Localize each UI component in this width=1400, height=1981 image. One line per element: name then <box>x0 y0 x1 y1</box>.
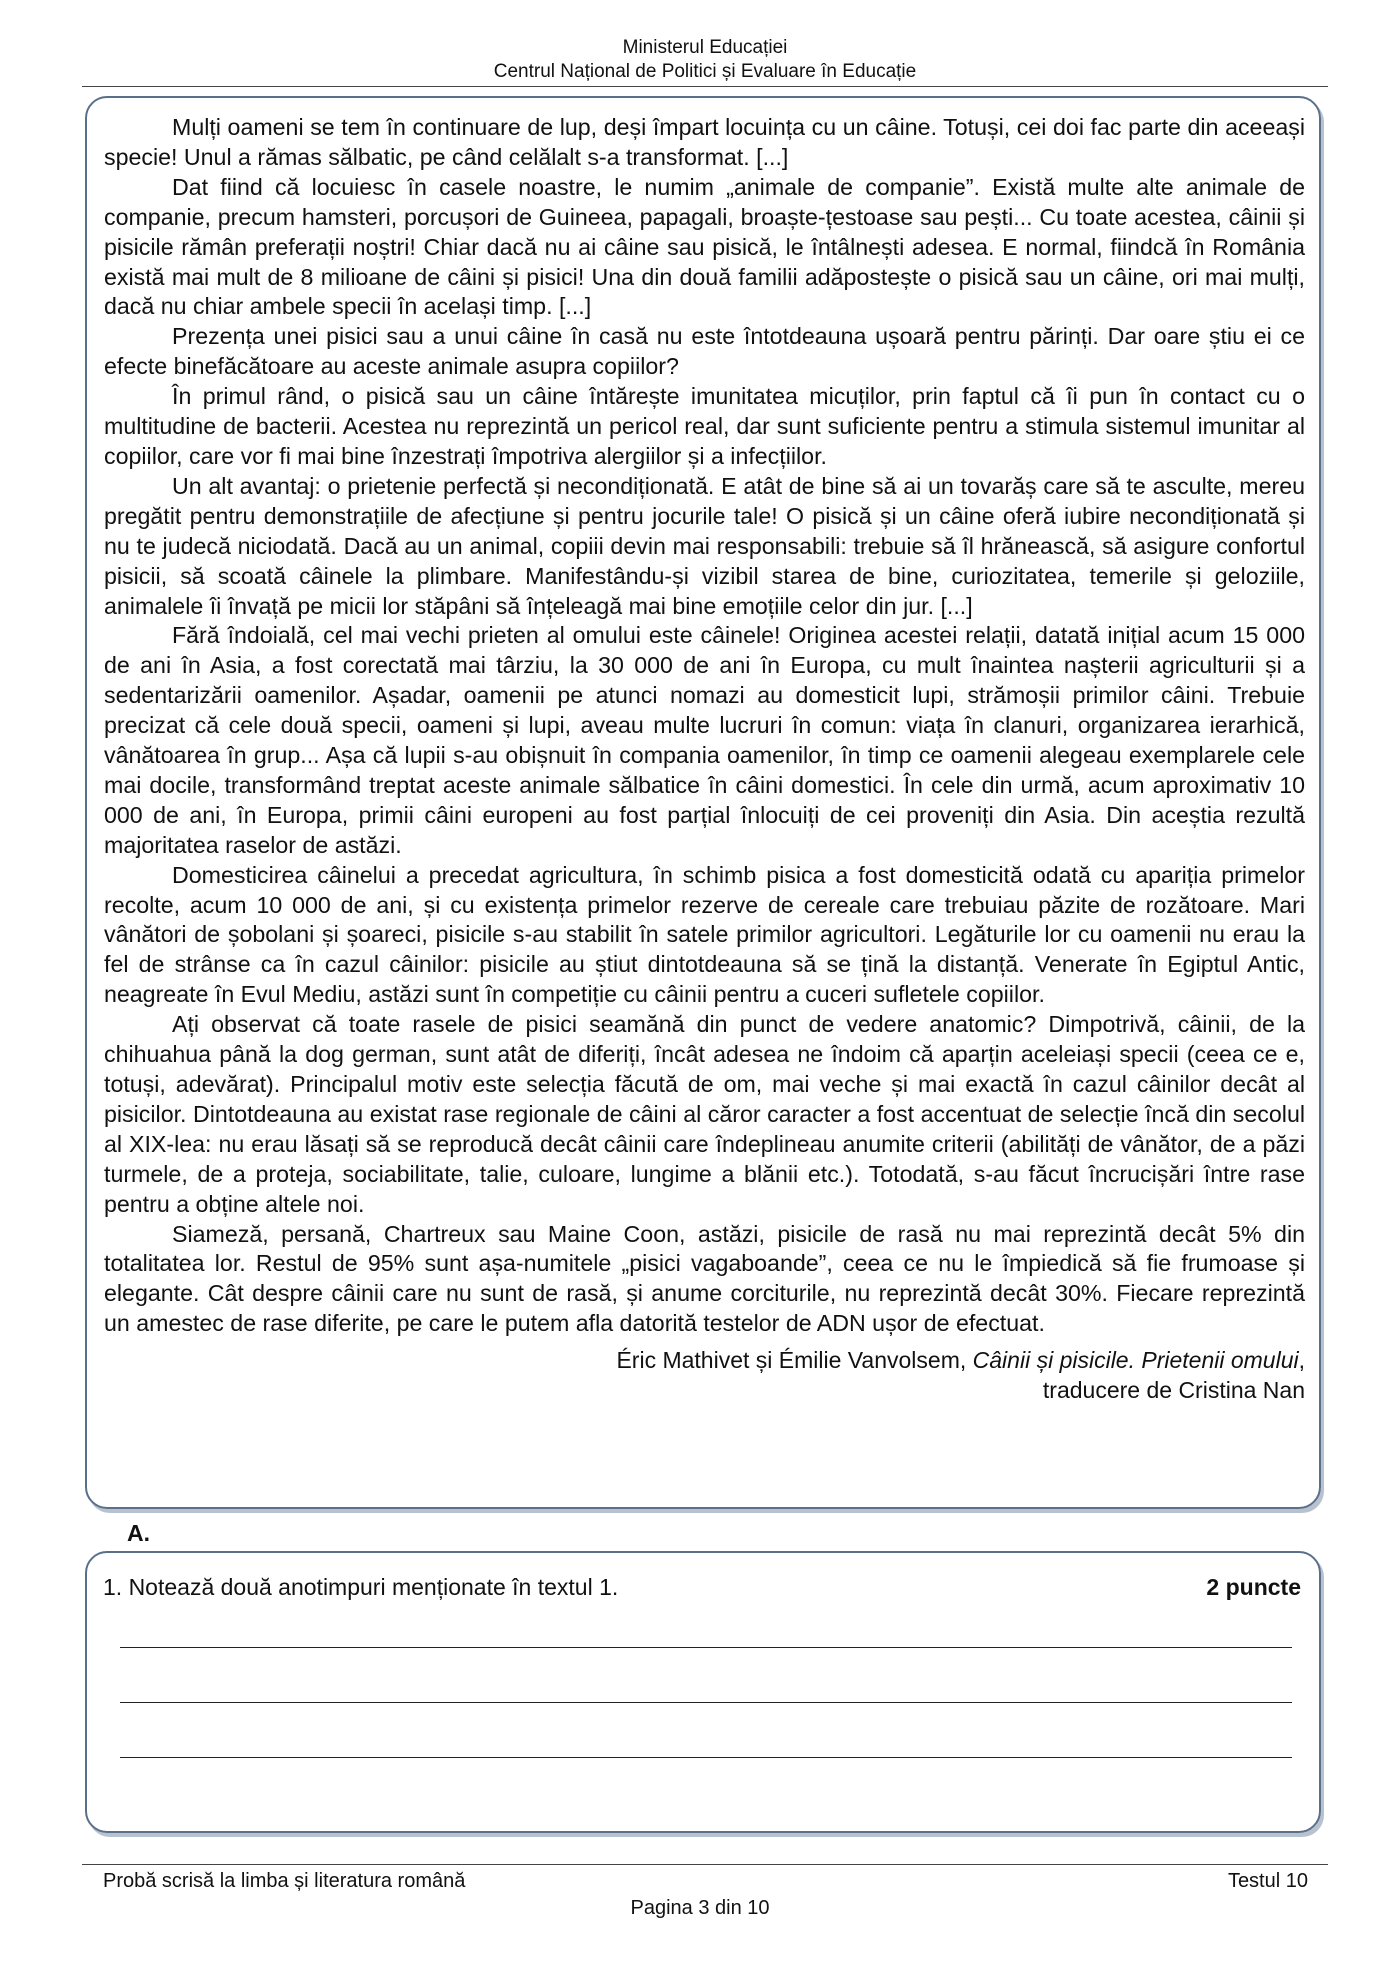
attribution-translator: traducere de Cristina Nan <box>1042 1377 1305 1404</box>
attribution-title: Câinii și pisicile. Prietenii omului <box>972 1347 1299 1374</box>
text-paragraph: Fără îndoială, cel mai vechi prieten al omului este câinele! Originea acestei relații, datată inițial acum 15 000 de ani în Asia, a fost corectată mai târziu, la 30 000 de ani în Europa, cu mult înaintea nașterii agriculturii și a sedentarizării oamenilor. Așadar, oamenii pe atunci nomazi au domesticit lupi, strămoșii primilor câini. Trebuie precizat că cele două specii, oameni și lupi, aveau multe lucruri în comun: viața în clanuri, organizarea ierarhică, vânătoarea în grup... Așa că lupii s-au obișnuit în compania oamenilor, în timp ce oamenii alegeau exemplarele cele mai docile, transformând treptat aceste animale sălbatice în câini domestici. În cele din urmă, acum aproximativ 10 000 de ani, în Europa, primii câini europeni au fost parțial înlocuiți de cei proveniți din Asia. Din aceștia rezultă majoritatea raselor de astăzi. <box>104 622 1305 858</box>
text-paragraph: Un alt avantaj: o prietenie perfectă și necondiționată. E atât de bine să ai un tovarăș care să te asculte, mereu pregătit pentru demonstrațiile de afecțiune și pentru jocurile tale! O pisică și un câine oferă iubire necondiționată și nu te judecă niciodată. Dacă au un animal, copiii devin mai responsabili: trebuie să îl hrănească, să asigure confortul pisicii, să scoată câinele la plimbare. Manifestându-și vizibil starea de bine, curiozitatea, temerile și geloziile, animalele îi învață pe micii lor stăpâni să înțeleagă mai bine emoțiile celor din jur. [...] <box>104 472 1305 619</box>
text-paragraph: Ați observat că toate rasele de pisici seamănă din punct de vedere anatomic? Dimpotrivă, câinii, de la chihuahua până la dog german, sunt atât de diferiți, încât adesea ne îndoim că aparțin aceleiași specii (ceea ce e, totuși, adevărat). Principalul motiv este selecția făcută de om, mai veche și mai exactă în cazul câinilor decât al pisicilor. Dintotdeauna au existat rase regionale de câini al căror caracter a fost accentuat de selecție încă din secolul al XIX-lea: nu erau lăsați să se reproducă decât câinii care îndeplineau anumite criterii (abilități de vânător, de a păzi turmele, de a proteja, sociabilitate, talie, culoare, lungime a blănii etc.). Totodată, s-au făcut încrucișări între rase pentru a obține altele noi. <box>104 1011 1305 1217</box>
section-label: A. <box>127 1520 150 1546</box>
answer-line[interactable] <box>120 1757 1292 1758</box>
footer-test-number: Testul 10 <box>1227 1870 1308 1892</box>
footer-divider <box>82 1864 1328 1865</box>
footer-exam-title: Probă scrisă la limba și literatura română <box>103 1870 466 1892</box>
attribution-suffix: , <box>1298 1347 1305 1374</box>
text-paragraph: Mulți oameni se tem în continuare de lup, deși împart locuința cu un câine. Totuși, cei doi fac parte din aceeași specie! Unul a rămas sălbatic, pe când celălalt s-a transformat. [...] <box>104 114 1305 170</box>
text-paragraph: În primul rând, o pisică sau un câine întărește imunitatea micuților, prin faptul că îi pun în contact cu o multitudine de bacterii. Acestea nu reprezintă un pericol real, dar sunt suficiente pentru a stimula sistemul imunitar al copiilor, care vor fi mai bine înzestrați împotriva alergiilor și a infecțiilor. <box>104 383 1305 469</box>
answer-line[interactable] <box>120 1702 1292 1703</box>
question-points: 2 puncte <box>1206 1574 1301 1600</box>
text-paragraph: Dat fiind că locuiesc în casele noastre, le numim „animale de companie”. Există multe alte animale de companie, precum hamsteri, porcușori de Guineea, papagali, broaște-țestoase sau pești... Cu toate acestea, câinii și pisicile rămân preferații noștri! Chiar dacă nu ai câine sau pisică, le întâlnești adesea. E normal, fiindcă în România există mai mult de 8 milioane de câini și pisici! Una din două familii adăpostește o pisică sau un câine, ori mai mulți, dacă nu chiar ambele specii în același timp. [...] <box>104 173 1305 320</box>
attribution-line <box>104 1345 1305 1375</box>
header-center: Centrul Național de Politici și Evaluare în Educație <box>493 61 917 82</box>
reading-text-box <box>85 96 1321 1509</box>
text-paragraph: Prezența unei pisici sau a unui câine în casă nu este întotdeauna ușoară pentru părinți. Dar oare știu ei ce efecte binefăcătoare au aceste animale asupra copiilor? <box>104 323 1305 380</box>
header-divider <box>82 86 1328 87</box>
source-attribution <box>104 1345 1305 1405</box>
question-box <box>85 1551 1321 1833</box>
header-ministry: Ministerul Educației <box>622 37 788 58</box>
question-text: 1. Notează două anotimpuri menționate în textul 1. <box>103 1574 619 1600</box>
footer-page-number: Pagina 3 din 10 <box>630 1897 770 1919</box>
text-paragraph: Siameză, persană, Chartreux sau Maine Coon, astăzi, pisicile de rasă nu mai reprezintă decât 5% din totalitatea lor. Restul de 95% sunt așa-numitele „pisici vagaboande”, ceea ce nu le împiedică să fie frumoase și elegante. Cât despre câinii care nu sunt de rasă, și anume corciturile, nu reprezintă decât 30%. Fiecare reprezintă un amestec de rase diferite, pe care le putem afla datorită testelor de ADN ușor de efectuat. <box>104 1220 1305 1337</box>
page-header <box>82 36 1328 84</box>
answer-line[interactable] <box>120 1647 1292 1648</box>
attribution-authors: Éric Mathivet și Émilie Vanvolsem, <box>616 1347 973 1374</box>
text-paragraph: Domesticirea câinelui a precedat agricultura, în schimb pisica a fost domesticită odată cu apariția primelor recolte, acum 10 000 de ani, și cu existența primelor rezerve de cereale care trebuiau păzite de rozătoare. Mari vânători de șobolani și șoareci, pisicile s-au stabilit în satele primilor agricultori. Legăturile lor cu oamenii nu erau la fel de strânse ca în cazul câinilor: pisicile au știut dintotdeauna să se țină la distanță. Venerate în Egiptul Antic, neagreate în Evul Mediu, astăzi sunt în competiție cu câinii pentru a cuceri sufletele copiilor. <box>104 861 1305 1008</box>
